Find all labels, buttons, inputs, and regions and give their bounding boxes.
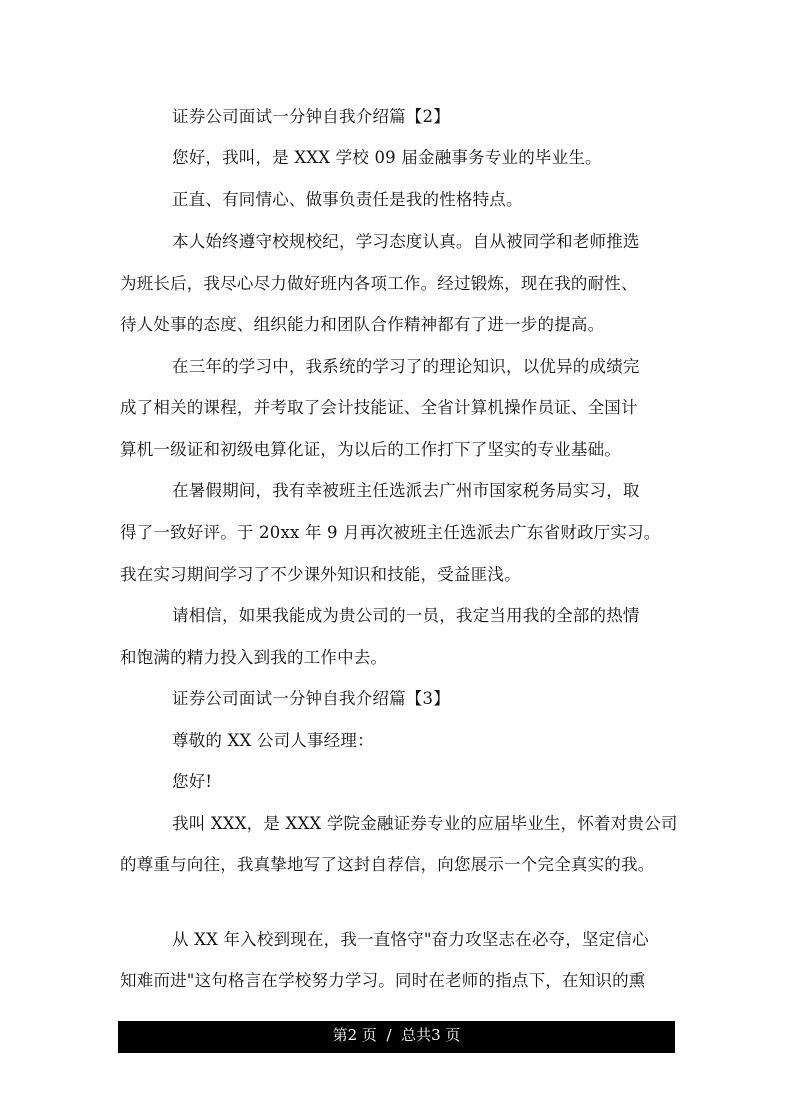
paragraph-line: 和饱满的精力投入到我的工作中去。 [120,648,388,667]
paragraph-line: 我在实习期间学习了不少课外知识和技能，受益匪浅。 [120,565,521,584]
section-heading: 证券公司面试一分钟自我介绍篇【2】 [172,107,450,126]
page-number: 第2 页 / 总共3 页 [332,1026,461,1044]
paragraph-line: 待人处事的态度、组织能力和团队合作精神都有了进一步的提高。 [120,315,605,334]
page-footer [118,1021,675,1053]
paragraph-line: 在三年的学习中，我系统的学习了的理论知识，以优异的成绩完 [172,357,640,376]
paragraph-line: 在暑假期间，我有幸被班主任选派去广州市国家税务局实习，取 [172,481,640,500]
paragraph-line: 本人始终遵守校规校纪，学习态度认真。自从被同学和老师推选 [172,232,640,251]
paragraph-line: 请相信，如果我能成为贵公司的一员，我定当用我的全部的热情 [172,606,640,625]
paragraph-line: 您好，我叫，是 XXX 学校 09 届金融事务专业的毕业生。 [172,148,602,167]
paragraph-line: 从 XX 年入校到现在，我一直恪守"奋力攻坚志在必夺，坚定信心 [172,930,649,949]
paragraph-line: 为班长后，我尽心尽力做好班内各项工作。经过锻炼，现在我的耐性、 [120,274,638,293]
section-heading: 证券公司面试一分钟自我介绍篇【3】 [172,689,450,708]
salutation: 尊敬的 XX 公司人事经理： [172,731,374,750]
paragraph-line: 算机一级证和初级电算化证，为以后的工作打下了坚实的专业基础。 [120,440,621,459]
paragraph-line: 的尊重与向往，我真挚地写了这封自荐信，向您展示一个完全真实的我。 [120,855,655,874]
paragraph-line: 成了相关的课程，并考取了会计技能证、全省计算机操作员证、全国计 [120,398,638,417]
paragraph-line: 知难而进"这句格言在学校努力学习。同时在老师的指点下，在知识的熏 [120,971,646,990]
paragraph-line: 得了一致好评。于 20xx 年 9 月再次被班主任选派去广东省财政厅实习。 [120,523,661,542]
greeting: 您好! [172,772,213,791]
paragraph-line: 正直、有同情心、做事负责任是我的性格特点。 [172,190,523,209]
paragraph-line: 我叫 XXX，是 XXX 学院金融证券专业的应届毕业生，怀着对贵公司 [172,814,678,833]
